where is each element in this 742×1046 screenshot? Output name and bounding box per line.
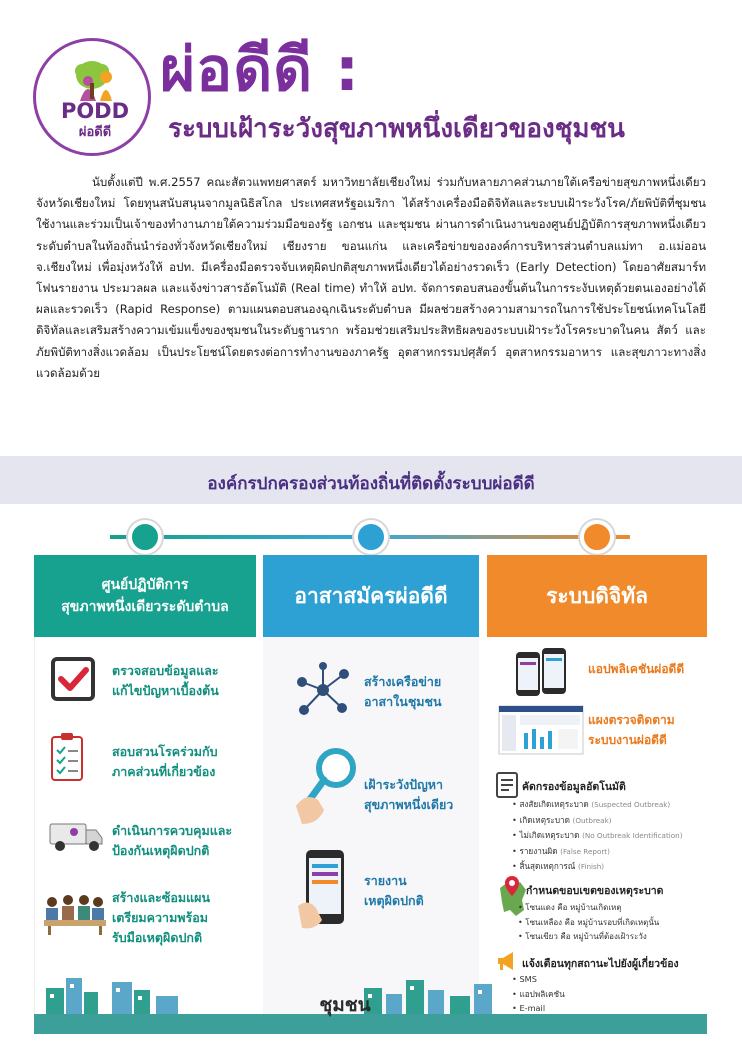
list-item (112, 821, 232, 861)
list-item (512, 797, 683, 813)
item-line: รับมือเหตุผิดปกติ (112, 930, 203, 945)
entry-th: โซนแดง คือ หมู่บ้านเกิดเหตุ (525, 903, 622, 912)
entry-th: SMS (519, 974, 537, 984)
page-subtitle: ระบบเฝ้าระวังสุขภาพหนึ่งเดียวของชุมชน (168, 114, 625, 144)
item-line: สร้างและซ้อมแผน (112, 890, 211, 905)
list-item (364, 871, 424, 911)
list-item (364, 672, 442, 712)
item-line: แอปพลิเคชันผ่อดีดี (588, 662, 685, 676)
column-header-operations-center (34, 555, 256, 637)
entry-en: (False Report) (560, 846, 610, 856)
network-icon (290, 660, 356, 720)
section-title: องค์กรปกครองส่วนท้องถิ่นที่ติดตั้งระบบผ่อดีดี (207, 474, 535, 494)
item-line: ระบบงานผ่อดีดี (588, 733, 667, 747)
list-item (588, 659, 684, 679)
list-item (518, 901, 659, 916)
list-item (518, 930, 659, 945)
item-line: เตรียมความพร้อม (112, 910, 209, 925)
entry-th: โซนเขียว คือ หมู่บ้านที่ต้องเฝ้าระวัง (525, 932, 647, 942)
list-item (512, 987, 565, 1002)
list-item (112, 888, 210, 948)
logo-title: PODD (60, 99, 130, 123)
truck-icon (48, 818, 104, 854)
zone-list (518, 901, 659, 945)
list-heading: คัดกรองข้อมูลอัตโนมัติ (522, 781, 626, 793)
status-list (512, 797, 683, 875)
megaphone-icon (496, 951, 518, 971)
list-item (518, 916, 659, 931)
column-header-digital-system: ระบบดิจิทัล (487, 555, 707, 637)
connector-dot-blue (354, 520, 388, 554)
entry-th: ไม่เกิดเหตุระบาด (519, 830, 580, 841)
phones-icon (514, 646, 568, 698)
item-line: แผงตรวจติดตาม (588, 713, 675, 727)
entry-en: (Outbreak) (572, 815, 612, 825)
list-item (112, 742, 218, 782)
clipboard-icon (50, 732, 84, 782)
list-heading: แจ้งเตือนทุกสถานะไปยังผู้เกี่ยวข้อง (522, 958, 679, 970)
item-line: ภาคส่วนที่เกี่ยวข้อง (112, 764, 216, 779)
entry-th: สงสัยเกิดเหตุระบาด (519, 799, 589, 809)
item-line: รายงาน (364, 873, 407, 888)
item-line: สร้างเครือข่าย (364, 674, 442, 689)
podd-logo (33, 38, 151, 156)
community-label: ชุมชน (319, 994, 371, 1016)
notify-list (512, 972, 565, 1016)
column-header-volunteers: อาสาสมัครผ่อดีดี (263, 555, 479, 637)
column-header-line: ศูนย์ปฏิบัติการ (101, 577, 189, 593)
list-item (512, 828, 683, 844)
dashboard-icon (498, 705, 584, 755)
item-line: เฝ้าระวังปัญหา (364, 777, 444, 792)
smartphone-icon (298, 848, 352, 930)
item-line: เหตุผิดปกติ (364, 893, 424, 908)
list-item (364, 775, 453, 815)
connector-dot-orange (580, 520, 614, 554)
entry-th: แอปพลิเคชัน (519, 988, 565, 999)
list-item (512, 813, 683, 829)
list-item (512, 859, 683, 875)
list-item (512, 844, 683, 860)
entry-en: (Finish) (578, 862, 605, 872)
item-line: อาสาในชุมชน (364, 694, 442, 709)
item-line: สอบสวนโรคร่วมกับ (112, 744, 218, 759)
entry-en: (Suspected Outbreak) (591, 800, 671, 809)
logo-subtitle: ผ่อดีดี (78, 125, 112, 140)
item-line: ตรวจสอบข้อมูลและ (112, 663, 219, 678)
item-line: ดำเนินการควบคุมและ (112, 823, 233, 838)
list-item (588, 710, 675, 750)
entry-th: โซนเหลือง คือ หมู่บ้านรอบที่เกิดเหตุนั้น (525, 917, 660, 927)
list-item (512, 972, 565, 987)
entry-th: E-mail (519, 1003, 546, 1014)
checkbox-icon (50, 656, 96, 702)
list-heading: กำหนดขอบเขตของเหตุระบาด (526, 885, 664, 897)
entry-th: เกิดเหตุระบาด (519, 814, 570, 825)
item-line: สุขภาพหนึ่งเดียว (364, 797, 454, 812)
intro-paragraph: นับตั้งแต่ปี พ.ศ.2557 คณะสัตวแพทยศาสตร์ มหาวิทยาลัยเชียงใหม่ ร่วมกับหลายภาคส่วนภายใต้เครือข่ายสุขภาพหนึ่งเดียวจังหวัดเชียงใหม่ โดยทุนสนับสนุนจากมูลนิธิสโกล ประเทศสหรัฐอเมริกา ได้สร้างเครื่องมือดิจิทัลและระบบเฝ้าระวังโรค/ภัยพิบัติที่ชุมชนใช้งานและร่วมเป็นเจ้าของทำงานภายใต้ความร่วมมือของรัฐ เอกชน และชุมชน ผ่านการดำเนินงานของศูนย์ปฏิบัติการสุขภาพหนึ่งเดียวระดับตำบลในท้องถิ่นนำร่องทั่วจังหวัดเชียงใหม่ เชียงราย ขอนแก่น และเครือข่ายขององค์การบริหารส่วนตำบลแม่ทา อ.แม่ออน จ.เชียงใหม่ เพื่อมุ่งหวังให้ อปท. มีเครื่องมือตรวจจับเหตุผิดปกติสุขภาพหนึ่งเดียวได้อย่างรวดเร็ว (Early Detection) โดยอาศัยสมาร์ทโฟนรายงาน ประมวลผล และแจ้งข่าวสารอัตโนมัติ (Real time) ทำให้ อปท. จัดการตอบสนองขั้นต้นในการระงับเหตุด้วยตนเองอย่างได้ผลและรวดเร็ว (Rapid Response) ตามแผนตอบสนองฉุกเฉินระดับตำบล มีผลช่วยสร้างความสามารถในการใช้ประโยชน์เทคโนโลยีดิจิทัลและเสริมสร้างความเข้มแข็งของชุมชนในระดับฐานราก พร้อมช่วยเสริมประสิทธิผลของระบบเฝ้าระวังโรคระบาดในคน สัตว์ และภัยพิบัติทางสิ่งแวดล้อม เป็นประโยชน์โดยตรงต่อการทำงานของภาครัฐ อุตสาหกรรมปศุสัตว์ อุตสาหกรรมอาหาร และสุขภาวะทางสิ่งแวดล้อมด้วย (36, 175, 706, 380)
page-title: ผ่อดีดี : (160, 35, 361, 105)
item-line: แก้ไขปัญหาเบื้องต้น (112, 683, 219, 698)
magnifier-icon (290, 746, 360, 826)
buildings-left-illustration (40, 974, 186, 1016)
entry-en: (No Outbreak Identification) (582, 831, 683, 841)
column-header-line: สุขภาพหนึ่งเดียวระดับตำบล (61, 599, 229, 615)
entry-th: รายงานผิด (519, 845, 558, 856)
connector-dot-teal (128, 520, 162, 554)
meeting-icon (40, 892, 110, 936)
document-icon (496, 772, 518, 798)
entry-th: สิ้นสุดเหตุการณ์ (519, 861, 576, 872)
list-item (112, 661, 219, 701)
item-line: ป้องกันเหตุผิดปกติ (112, 843, 210, 858)
